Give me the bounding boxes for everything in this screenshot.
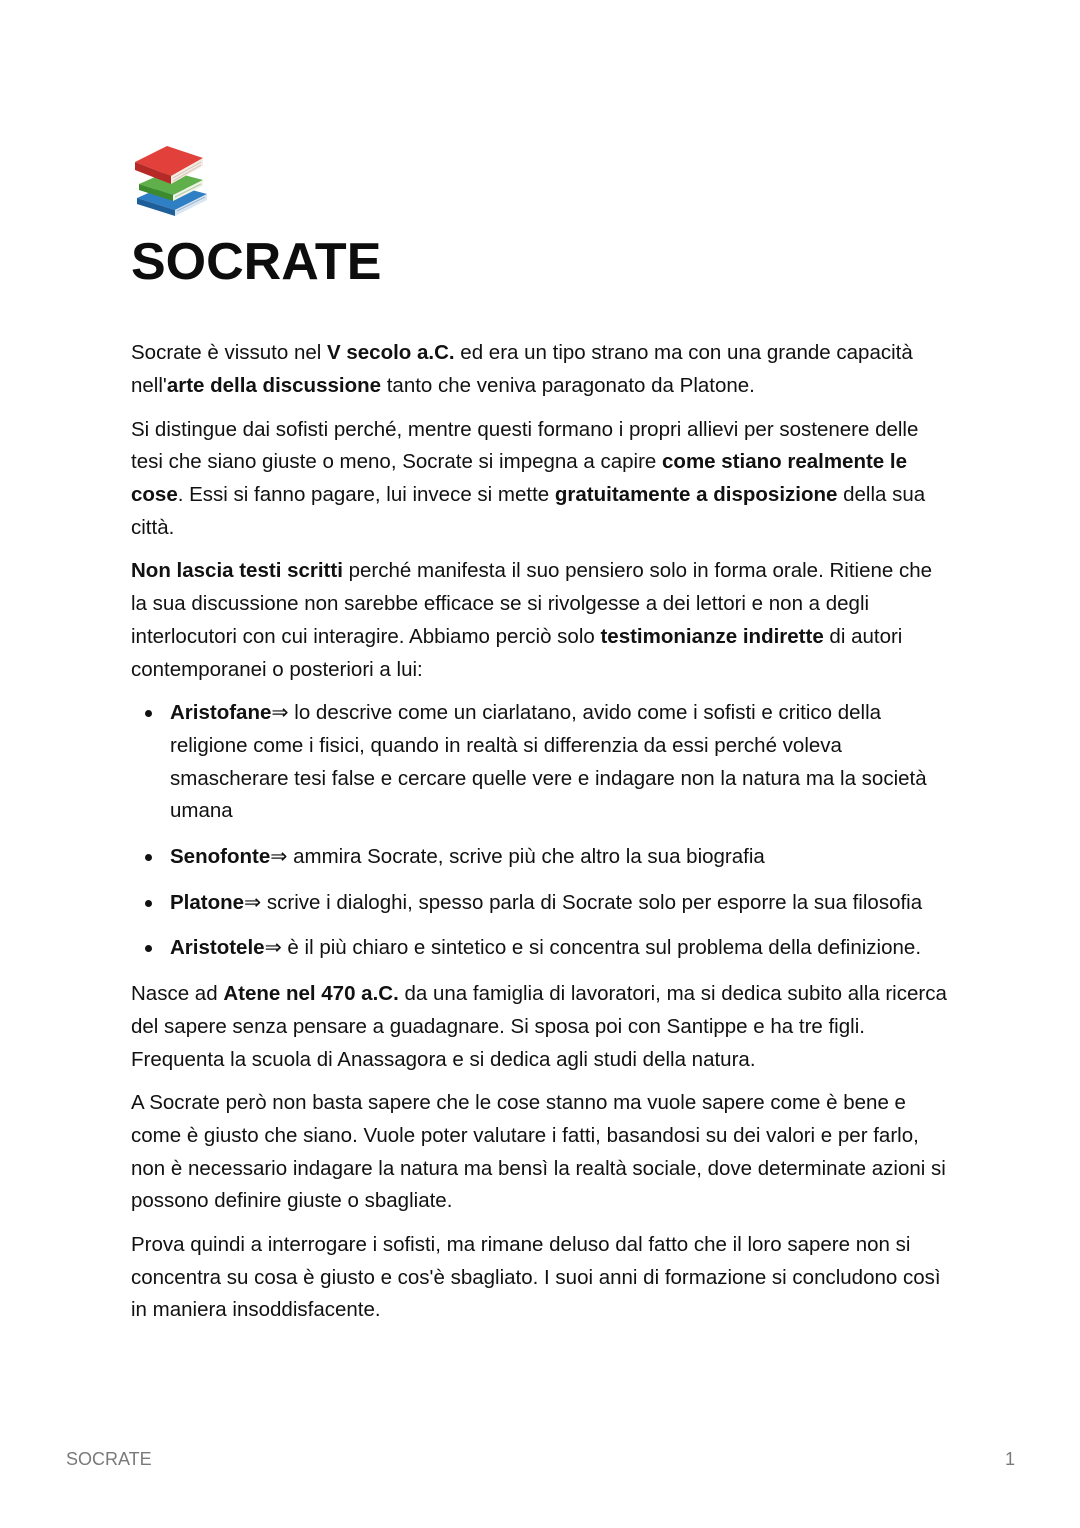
text-run: ⇒ ammira Socrate, scrive più che altro la sua biografia bbox=[270, 845, 765, 869]
text-run: . Essi si fanno pagare, lui invece si mette bbox=[177, 483, 555, 506]
page-title: SOCRATE bbox=[131, 233, 382, 291]
bold-text: Aristofane bbox=[170, 701, 272, 725]
text-run: della sua città. bbox=[131, 483, 926, 539]
footer-title: SOCRATE bbox=[66, 1449, 152, 1469]
text-run: di autori contemporanei o posteriori a lui: bbox=[131, 624, 903, 681]
bold-text: Aristotele bbox=[170, 936, 265, 960]
text-run: Nasce ad bbox=[131, 982, 224, 1006]
paragraphs-intro bbox=[131, 337, 951, 686]
list-item bbox=[131, 887, 951, 920]
sources-list bbox=[131, 697, 951, 965]
bold-text: arte della discussione bbox=[166, 373, 382, 397]
paragraph bbox=[131, 555, 951, 686]
text-run: perché manifesta il suo pensiero solo in forma orale. Ritiene che la sua discussione non sarebbe efficace se si rivolgesse a dei lettori e non a degli interlocutori con cui interagire. Abbiamo perciò solo bbox=[131, 559, 933, 648]
text-run: ⇒ lo descrive come un ciarlatano, avido come i sofisti e critico della religione come i fisici, quando in realtà si differenzia da essi perché voleva smascherare tesi false e cercare quelle vere e indagare non la natura ma la società umana bbox=[170, 701, 927, 823]
text-run: ed era un tipo strano ma con una grande capacità nell' bbox=[131, 341, 913, 397]
paragraph bbox=[131, 414, 951, 545]
document-page bbox=[131, 140, 951, 1338]
paragraph bbox=[131, 1229, 951, 1327]
text-run: ⇒ è il più chiaro e sintetico e si concentra sul problema della definizione. bbox=[264, 936, 922, 960]
text-run: da una famiglia di lavoratori, ma si dedica subito alla ricerca del sapere senza pensare a guadagnare. Si sposa poi con Santippe e ha tre figli. Frequenta la scuola di Anassagora e si dedica agli studi della natura. bbox=[131, 982, 947, 1071]
bold-text: Atene nel 470 a.C. bbox=[223, 982, 399, 1006]
paragraphs-biography bbox=[131, 978, 951, 1327]
paragraph bbox=[131, 1087, 951, 1218]
text-run: A Socrate però non basta sapere che le cose stanno ma vuole sapere come è bene e come è giusto che siano. Vuole poter valutare i fatti, basandosi su dei valori e per farlo, non è necessario indagare la natura ma bensì la realtà sociale, dove determinate azioni si possono definire giuste o sbagliate. bbox=[131, 1091, 946, 1213]
books-icon bbox=[131, 140, 211, 220]
bold-text: gratuitamente a disposizione bbox=[554, 483, 838, 506]
footer-page-number: 1 bbox=[1004, 1449, 1015, 1469]
bold-text: V secolo a.C. bbox=[327, 341, 455, 365]
text-run: Si distingue dai sofisti perché, mentre questi formano i propri allievi per sostenere delle tesi che siano giuste o meno, Socrate si impegna a capire bbox=[131, 417, 919, 474]
paragraph bbox=[131, 337, 951, 402]
list-item bbox=[131, 697, 951, 828]
bold-text: Platone bbox=[170, 890, 245, 914]
bold-text: testimonianze indirette bbox=[600, 624, 824, 648]
text-run: tanto che veniva paragonato da Platone. bbox=[381, 373, 755, 397]
text-run: Prova quindi a interrogare i sofisti, ma rimane deluso dal fatto che il loro sapere non si concentra su cosa è giusto e cos'è sbagliato. I suoi anni di formazione si concludono così in maniera insoddisfacente. bbox=[131, 1233, 941, 1322]
bold-text: Senofonte bbox=[170, 845, 271, 869]
document-body bbox=[131, 337, 951, 1327]
bold-text: come stiano realmente le cose bbox=[131, 450, 907, 506]
text-run: ⇒ scrive i dialoghi, spesso parla di Socrate solo per esporre la sua filosofia bbox=[244, 890, 923, 914]
text-run: Socrate è vissuto nel bbox=[131, 341, 327, 365]
list-item bbox=[131, 841, 951, 874]
bold-text: Non lascia testi scritti bbox=[131, 559, 343, 583]
paragraph bbox=[131, 978, 951, 1076]
list-item bbox=[131, 932, 951, 965]
